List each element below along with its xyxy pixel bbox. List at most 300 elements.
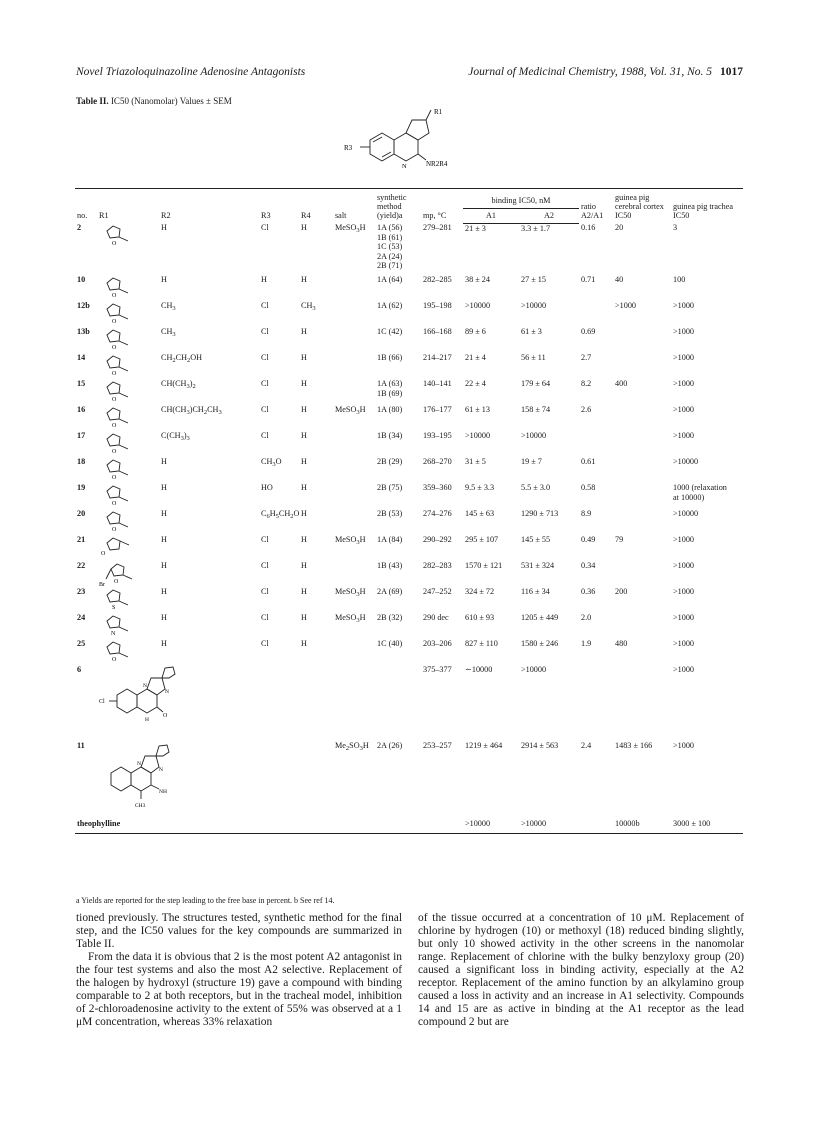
label-r1: R1: [434, 108, 443, 116]
cell-trachea: >1000: [673, 665, 695, 674]
cell-r4: H: [301, 509, 307, 518]
cell-trachea: >1000: [673, 405, 695, 414]
cell-trachea: >1000: [673, 587, 695, 596]
cell-cortex: 40: [615, 275, 624, 284]
cell-cortex: [613, 613, 671, 639]
cell-method: 2B (75): [377, 483, 403, 492]
journal-citation: Journal of Medicinal Chemistry, 1988, Vol. 31, No. 5: [468, 66, 712, 78]
col-r4: R4: [299, 189, 333, 224]
table-row: [75, 431, 743, 457]
cell-a1: 38 ± 24: [465, 275, 490, 284]
cell-no: 11: [77, 741, 85, 750]
cell-r3: Cl: [261, 561, 269, 570]
cell-mp: 268–270: [423, 457, 452, 466]
cell-method: 1A (56) 1B (61) 1C (53) 2A (24) 2B (71): [377, 223, 403, 270]
cell-r2: H: [161, 535, 167, 544]
cell-no: 18: [77, 457, 86, 466]
cell-ratio: 2.0: [581, 613, 592, 622]
furan-icon: [99, 379, 139, 403]
cell-ratio: 0.16: [581, 223, 596, 232]
cell-trachea: >10000: [673, 509, 699, 518]
cell-salt: [333, 327, 375, 353]
cell-cortex: [613, 405, 671, 431]
cell-a1: >10000: [465, 301, 491, 310]
cell-r3: Cl: [261, 327, 269, 336]
cell-method: 1B (34): [377, 431, 403, 440]
ring-o: O: [112, 241, 117, 247]
cell-ratio: 2.7: [581, 353, 592, 362]
cell-trachea: 100: [673, 275, 686, 284]
cell-trachea: >1000: [673, 535, 695, 544]
cell-r4: H: [301, 483, 307, 492]
col-mp: mp, °C: [421, 189, 463, 224]
cell-r1: [97, 535, 159, 561]
cell-trachea: >1000: [673, 301, 695, 310]
cell-salt: $Me_2SO_3H$: [335, 741, 369, 752]
cell-no: theophylline: [75, 819, 97, 833]
cell-mp: 140–141: [423, 379, 452, 388]
cell-method: 1A (62): [377, 301, 403, 310]
cell-no: 12b: [77, 301, 90, 310]
cell-a2: 56 ± 11: [521, 353, 546, 362]
cell-trachea: >1000: [673, 431, 695, 440]
table-row: [75, 535, 743, 561]
furan-icon: [99, 327, 139, 351]
cell-a2: 61 ± 3: [521, 327, 542, 336]
s11-nh: NH: [159, 789, 167, 795]
cell-cortex: 480: [615, 639, 628, 648]
cell-mp: 274–276: [423, 509, 452, 518]
cell-r3: Cl: [261, 535, 269, 544]
cell-ratio: 2.4: [581, 741, 592, 750]
cell-a1: 22 ± 4: [465, 379, 486, 388]
cell-r3: $C_6H_5CH_2O$: [261, 509, 300, 520]
cell-salt: MeSO$_3$H: [335, 587, 366, 598]
cell-a2: 5.5 ± 3.0: [521, 483, 551, 492]
furan-icon: [99, 457, 139, 481]
col-binding: binding IC50, nM: [463, 189, 579, 209]
cell-r4: H: [301, 457, 307, 466]
cell-r3: Cl: [261, 379, 269, 388]
cell-a1: 295 ± 107: [465, 535, 499, 544]
cell-a1: 610 ± 93: [465, 613, 495, 622]
cell-r1: [97, 457, 159, 483]
cell-no: 17: [77, 431, 86, 440]
cell-r4: H: [301, 587, 307, 596]
cell-method: 2A (26): [377, 741, 403, 750]
cell-salt: [333, 301, 375, 327]
cell-salt: [333, 457, 375, 483]
cell-no: 19: [77, 483, 86, 492]
cell-salt: MeSO$_3$H: [335, 405, 366, 416]
cell-cortex: [613, 665, 671, 741]
cell-method: 2B (29): [377, 457, 403, 466]
cell-ratio: 2.6: [581, 405, 592, 414]
paragraph: tioned previously. The structures tested, synthetic method for the final step, and the IC50 values for the key compounds are summarized in Table II.: [76, 912, 402, 950]
table-row: [75, 613, 743, 639]
cell-no: 23: [77, 587, 86, 596]
cell-r4: H: [301, 275, 307, 284]
cell-trachea: >1000: [673, 353, 695, 362]
cell-trachea: >1000: [673, 379, 695, 388]
s11-ch3: CH3: [135, 803, 146, 809]
cell-a2: 3.3 ± 1.7: [521, 223, 551, 233]
cell-salt: MeSO$_3$H: [335, 223, 366, 234]
cell-mp: 282–283: [423, 561, 452, 570]
cell-method: 1B (66): [377, 353, 403, 362]
cell-salt: [333, 483, 375, 509]
col-cortex: guinea pig cerebral cortex IC50: [613, 189, 671, 224]
ring-s: S: [112, 605, 116, 611]
table-row: [75, 639, 743, 665]
cell-a1: 89 ± 6: [465, 327, 486, 336]
ring-o: O: [112, 371, 117, 377]
cell-no: 13b: [77, 327, 90, 336]
cell-no: 20: [77, 509, 86, 518]
ring-o: O: [112, 345, 117, 351]
body-column-left: [76, 912, 402, 1029]
cell-mp: 290 dec: [423, 613, 449, 622]
cell-method: 2A (69): [377, 587, 403, 596]
col-r3: R3: [259, 189, 299, 224]
cell-a1: 1570 ± 121: [465, 561, 503, 570]
cell-a2: 2914 ± 563: [521, 741, 559, 750]
label-nr2r4: NR2R4: [426, 160, 448, 168]
cell-r4: H: [301, 613, 307, 622]
cell-ratio: [579, 431, 613, 457]
cell-a2: 1205 ± 449: [521, 613, 559, 622]
furan-icon: [99, 405, 139, 429]
ring-o: O: [112, 423, 117, 429]
col-no: no.: [75, 189, 97, 224]
cell-mp: 203–206: [423, 639, 452, 648]
cell-cortex: [613, 457, 671, 483]
cell-r4: H: [301, 639, 307, 648]
cell-mp: 253–257: [423, 741, 452, 750]
cell-salt: [333, 639, 375, 665]
cell-method: [375, 819, 421, 833]
cell-r2: H: [161, 483, 167, 492]
pyrrole-icon: [99, 613, 139, 637]
cell-mp: 193–195: [423, 431, 452, 440]
table-row: [75, 223, 743, 275]
ring-o: O: [101, 551, 106, 557]
page-number: 1017: [720, 66, 743, 78]
cell-method: 2B (53): [377, 509, 403, 518]
cell-salt: [333, 353, 375, 379]
furan-icon: [99, 353, 139, 377]
cell-ratio: 0.49: [581, 535, 596, 544]
cell-r2: H: [161, 561, 167, 570]
cell-a1: >10000: [463, 819, 519, 833]
cell-r2: $CH(CH_3)CH_2CH_3$: [161, 405, 222, 416]
cell-no: 10: [77, 275, 86, 284]
cell-salt: MeSO$_3$H: [335, 535, 366, 546]
cell-method: [375, 665, 421, 741]
cell-cortex: [613, 561, 671, 587]
cell-salt: [333, 561, 375, 587]
cell-ratio: 0.36: [581, 587, 596, 596]
cell-r4: H: [301, 535, 307, 544]
cell-no: 25: [77, 639, 86, 648]
cell-r1: [97, 561, 159, 587]
cell-r1: [97, 275, 159, 301]
cell-r2: H: [161, 639, 167, 648]
cell-cortex: 10000b: [613, 819, 671, 833]
cell-r4: H: [301, 353, 307, 362]
cell-r2: $CH_3$: [161, 327, 176, 338]
cell-r2: H: [161, 223, 167, 232]
furan-icon: [99, 431, 139, 455]
table-row: [75, 741, 743, 819]
cell-r1: [97, 405, 159, 431]
cell-mp: 195–198: [423, 301, 452, 310]
cell-ratio: [579, 301, 613, 327]
cell-method: 1C (40): [377, 639, 403, 648]
cell-mp: 214–217: [423, 353, 452, 362]
cell-r4: H: [301, 379, 307, 388]
cell-mp: 375–377: [423, 665, 452, 674]
cell-ratio: [579, 665, 613, 741]
cell-r1: [97, 587, 159, 613]
label-r3: R3: [344, 144, 353, 152]
cell-r1: [97, 353, 159, 379]
s6-n1: N: [143, 683, 147, 689]
tetrahydrofuran-icon: [99, 639, 139, 663]
cell-r1: [97, 741, 167, 819]
cell-method: 1B (43): [377, 561, 403, 570]
cell-r4: H: [301, 327, 307, 336]
cell-r3: $CH_3O$: [261, 457, 282, 468]
table-label: Table II.: [76, 96, 109, 106]
cell-r1: [97, 431, 159, 457]
cell-trachea: >1000: [673, 741, 695, 750]
cell-r3: Cl: [261, 223, 269, 232]
s6-h: H: [145, 717, 149, 723]
table-row: [75, 483, 743, 509]
furan-icon: [99, 223, 139, 247]
table-row: [75, 819, 743, 833]
scaffold-structure: [340, 108, 470, 186]
cell-r3: Cl: [261, 405, 269, 414]
cell-salt: [333, 431, 375, 457]
cell-r1: [97, 665, 169, 741]
cell-no: 24: [77, 613, 86, 622]
cell-trachea: >10000: [673, 457, 699, 466]
cell-method: 1A (84): [377, 535, 403, 544]
s6-n2: N: [165, 689, 169, 695]
cell-a1: 827 ± 110: [465, 639, 498, 648]
s11-n1: N: [137, 761, 141, 767]
cell-a2: >10000: [521, 665, 547, 674]
cell-cortex: 200: [615, 587, 628, 596]
ring-o: O: [112, 319, 117, 325]
cell-cortex: 79: [615, 535, 624, 544]
cell-no: 14: [77, 353, 86, 362]
cell-r2: H: [161, 275, 167, 284]
cell-r2: H: [161, 457, 167, 466]
ring-o: O: [112, 293, 117, 299]
furan-icon: [99, 509, 139, 533]
cell-r3: Cl: [261, 613, 269, 622]
cell-trachea: >1000: [673, 561, 695, 570]
bromofuran-icon: [99, 561, 139, 587]
ring-o: O: [112, 501, 117, 507]
cell-a2: >10000: [521, 301, 547, 310]
cell-cortex: 1483 ± 166: [615, 741, 653, 750]
cell-r4: [299, 819, 333, 833]
cell-a1: 9.5 ± 3.3: [465, 483, 495, 492]
s11-n2: N: [159, 767, 163, 773]
cell-no: 2: [77, 223, 82, 232]
cell-ratio: [579, 819, 613, 833]
col-ratio: ratio A2/A1: [579, 189, 613, 224]
cell-a1: 1219 ± 464: [465, 741, 503, 750]
col-salt: salt: [333, 189, 375, 224]
ring-o: O: [112, 449, 117, 455]
cell-r4: [299, 741, 333, 819]
cell-a1: 324 ± 72: [465, 587, 495, 596]
cell-r4: H: [301, 431, 307, 440]
col-a1: A1: [463, 208, 519, 223]
cell-no: 22: [77, 561, 86, 570]
thiophene-icon: [99, 587, 139, 611]
cell-ratio: 1.9: [581, 639, 592, 648]
cell-r2: H: [161, 587, 167, 596]
cell-mp: [421, 819, 463, 833]
table-row: [75, 457, 743, 483]
furan-icon: [99, 301, 139, 325]
cell-a2: 1290 ± 713: [521, 509, 559, 518]
cell-a2: 19 ± 7: [521, 457, 542, 466]
journal-header: [468, 66, 743, 78]
cell-a1: >10000: [465, 431, 491, 440]
cell-r4: $CH_3$: [301, 301, 316, 312]
cell-a1: 21 ± 4: [465, 353, 486, 362]
cell-r1: [97, 613, 159, 639]
ring-br: Br: [99, 582, 105, 587]
cell-r2: H: [161, 509, 167, 518]
cell-method: 1A (63) 1B (69): [377, 379, 403, 398]
col-r2: R2: [159, 189, 259, 224]
cell-cortex: [613, 431, 671, 457]
cell-r1: [97, 301, 159, 327]
table-row: [75, 405, 743, 431]
cell-cortex: [613, 327, 671, 353]
furan-icon: [99, 275, 139, 299]
cell-r3: HO: [261, 483, 273, 492]
table-row: [75, 587, 743, 613]
cell-ratio: 0.58: [581, 483, 596, 492]
cell-a1: 61 ± 13: [465, 405, 490, 414]
cell-trachea: 3: [673, 223, 678, 232]
cell-trachea: >1000: [673, 639, 695, 648]
table-row: [75, 665, 743, 741]
cell-r1: [97, 223, 159, 275]
table-caption-text: IC50 (Nanomolar) Values ± SEM: [110, 96, 232, 106]
cell-r1: [97, 483, 159, 509]
cell-r2: $CH_2CH_2OH$: [161, 353, 203, 364]
cell-a1: 31 ± 5: [465, 457, 486, 466]
ring-o: O: [112, 475, 117, 481]
col-method: synthetic method (yield)a: [375, 189, 421, 224]
table-row: [75, 301, 743, 327]
cell-r2: [159, 741, 259, 819]
cell-trachea: >1000: [673, 327, 695, 336]
cell-r2: $CH(CH_3)_2$: [161, 379, 196, 390]
ring-o: O: [112, 397, 117, 403]
cell-r3: Cl: [261, 301, 269, 310]
cell-r2: H: [161, 613, 167, 622]
col-trachea: guinea pig trachea IC50: [671, 189, 743, 224]
ring-o: O: [112, 657, 117, 663]
cell-r3: Cl: [261, 639, 269, 648]
cell-trachea: 3000 ± 100: [671, 819, 743, 833]
cell-no: 21: [77, 535, 86, 544]
running-title: Novel Triazoloquinazoline Adenosine Antagonists: [76, 66, 306, 78]
cell-method: 1A (80): [377, 405, 403, 414]
table-row: [75, 509, 743, 535]
s6-cl: Cl: [99, 699, 105, 705]
cell-r4: H: [301, 223, 307, 232]
cell-no: 15: [77, 379, 86, 388]
cell-ratio: 0.34: [581, 561, 596, 570]
cell-a2: 145 ± 55: [521, 535, 551, 544]
cell-r2: [159, 819, 259, 833]
cell-ratio: 0.69: [581, 327, 596, 336]
cell-a2: 179 ± 64: [521, 379, 551, 388]
cell-r3: Cl: [261, 587, 269, 596]
cell-mp: 279–281: [423, 223, 452, 232]
s6-o: O: [163, 713, 168, 719]
cell-r3: [259, 665, 299, 741]
paragraph: of the tissue occurred at a concentration of 10 μM. Replacement of chlorine by hydrogen (10) or methoxyl (18) reduced binding slightly, but only 10 showed activity in the other screens in the nanomolar range. Replacement of chlorine with the bulky benzyloxy group (20) caused a significant loss in binding activity, especially at the A2 receptor. Replacement of the amino function by an alkylamino group caused a loss in activity and an increase in A1 selectivity. Compounds 14 and 15 are as active in binding at the A1 receptor as the lead compound 2 but are: [418, 912, 744, 1028]
cell-salt: MeSO$_3$H: [335, 613, 366, 624]
cell-ratio: 0.61: [581, 457, 596, 466]
cell-salt: [333, 665, 375, 741]
cell-cortex: [613, 353, 671, 379]
col-r1: R1: [97, 189, 159, 224]
cell-salt: [333, 379, 375, 405]
cell-method: 1C (42): [377, 327, 403, 336]
paragraph: From the data it is obvious that 2 is the most potent A2 antagonist in the four test systems and also the most A2 selective. Replacement of the halogen by hydroxyl (structure 19) gave a compound with binding comparable to 2 at both receptors, but in the tracheal model, inhibition of 2-chloroadenosine activity to the extent of 55% was observed at a 1 μM concentration, whereas 33% relaxation: [76, 951, 402, 1028]
furan-icon: [99, 535, 139, 559]
cell-mp: 247–252: [423, 587, 452, 596]
cell-mp: 166–168: [423, 327, 452, 336]
table-row: [75, 379, 743, 405]
cell-salt: [333, 275, 375, 301]
cell-r2: $CH_3$: [161, 301, 176, 312]
cell-r3: Cl: [261, 431, 269, 440]
furan-icon: [99, 483, 139, 507]
data-table: [75, 188, 743, 834]
cell-a1: 145 ± 63: [465, 509, 495, 518]
cell-r3: H: [261, 275, 267, 284]
cell-cortex: 400: [615, 379, 628, 388]
cell-no: 6: [77, 665, 82, 674]
cell-r3: Cl: [261, 353, 269, 362]
cell-r3: [259, 819, 299, 833]
cell-a2: >10000: [521, 431, 547, 440]
label-n: N: [402, 163, 407, 170]
cell-trachea: 1000 (relaxation at 10000): [673, 483, 727, 502]
cell-a2: >10000: [519, 819, 579, 833]
cell-r2: $C(CH_3)_3$: [161, 431, 190, 442]
cell-a1: 21 ± 3: [465, 223, 486, 233]
table-caption: [76, 96, 232, 106]
cell-ratio: 8.2: [581, 379, 592, 388]
body-column-right: [418, 912, 744, 1029]
